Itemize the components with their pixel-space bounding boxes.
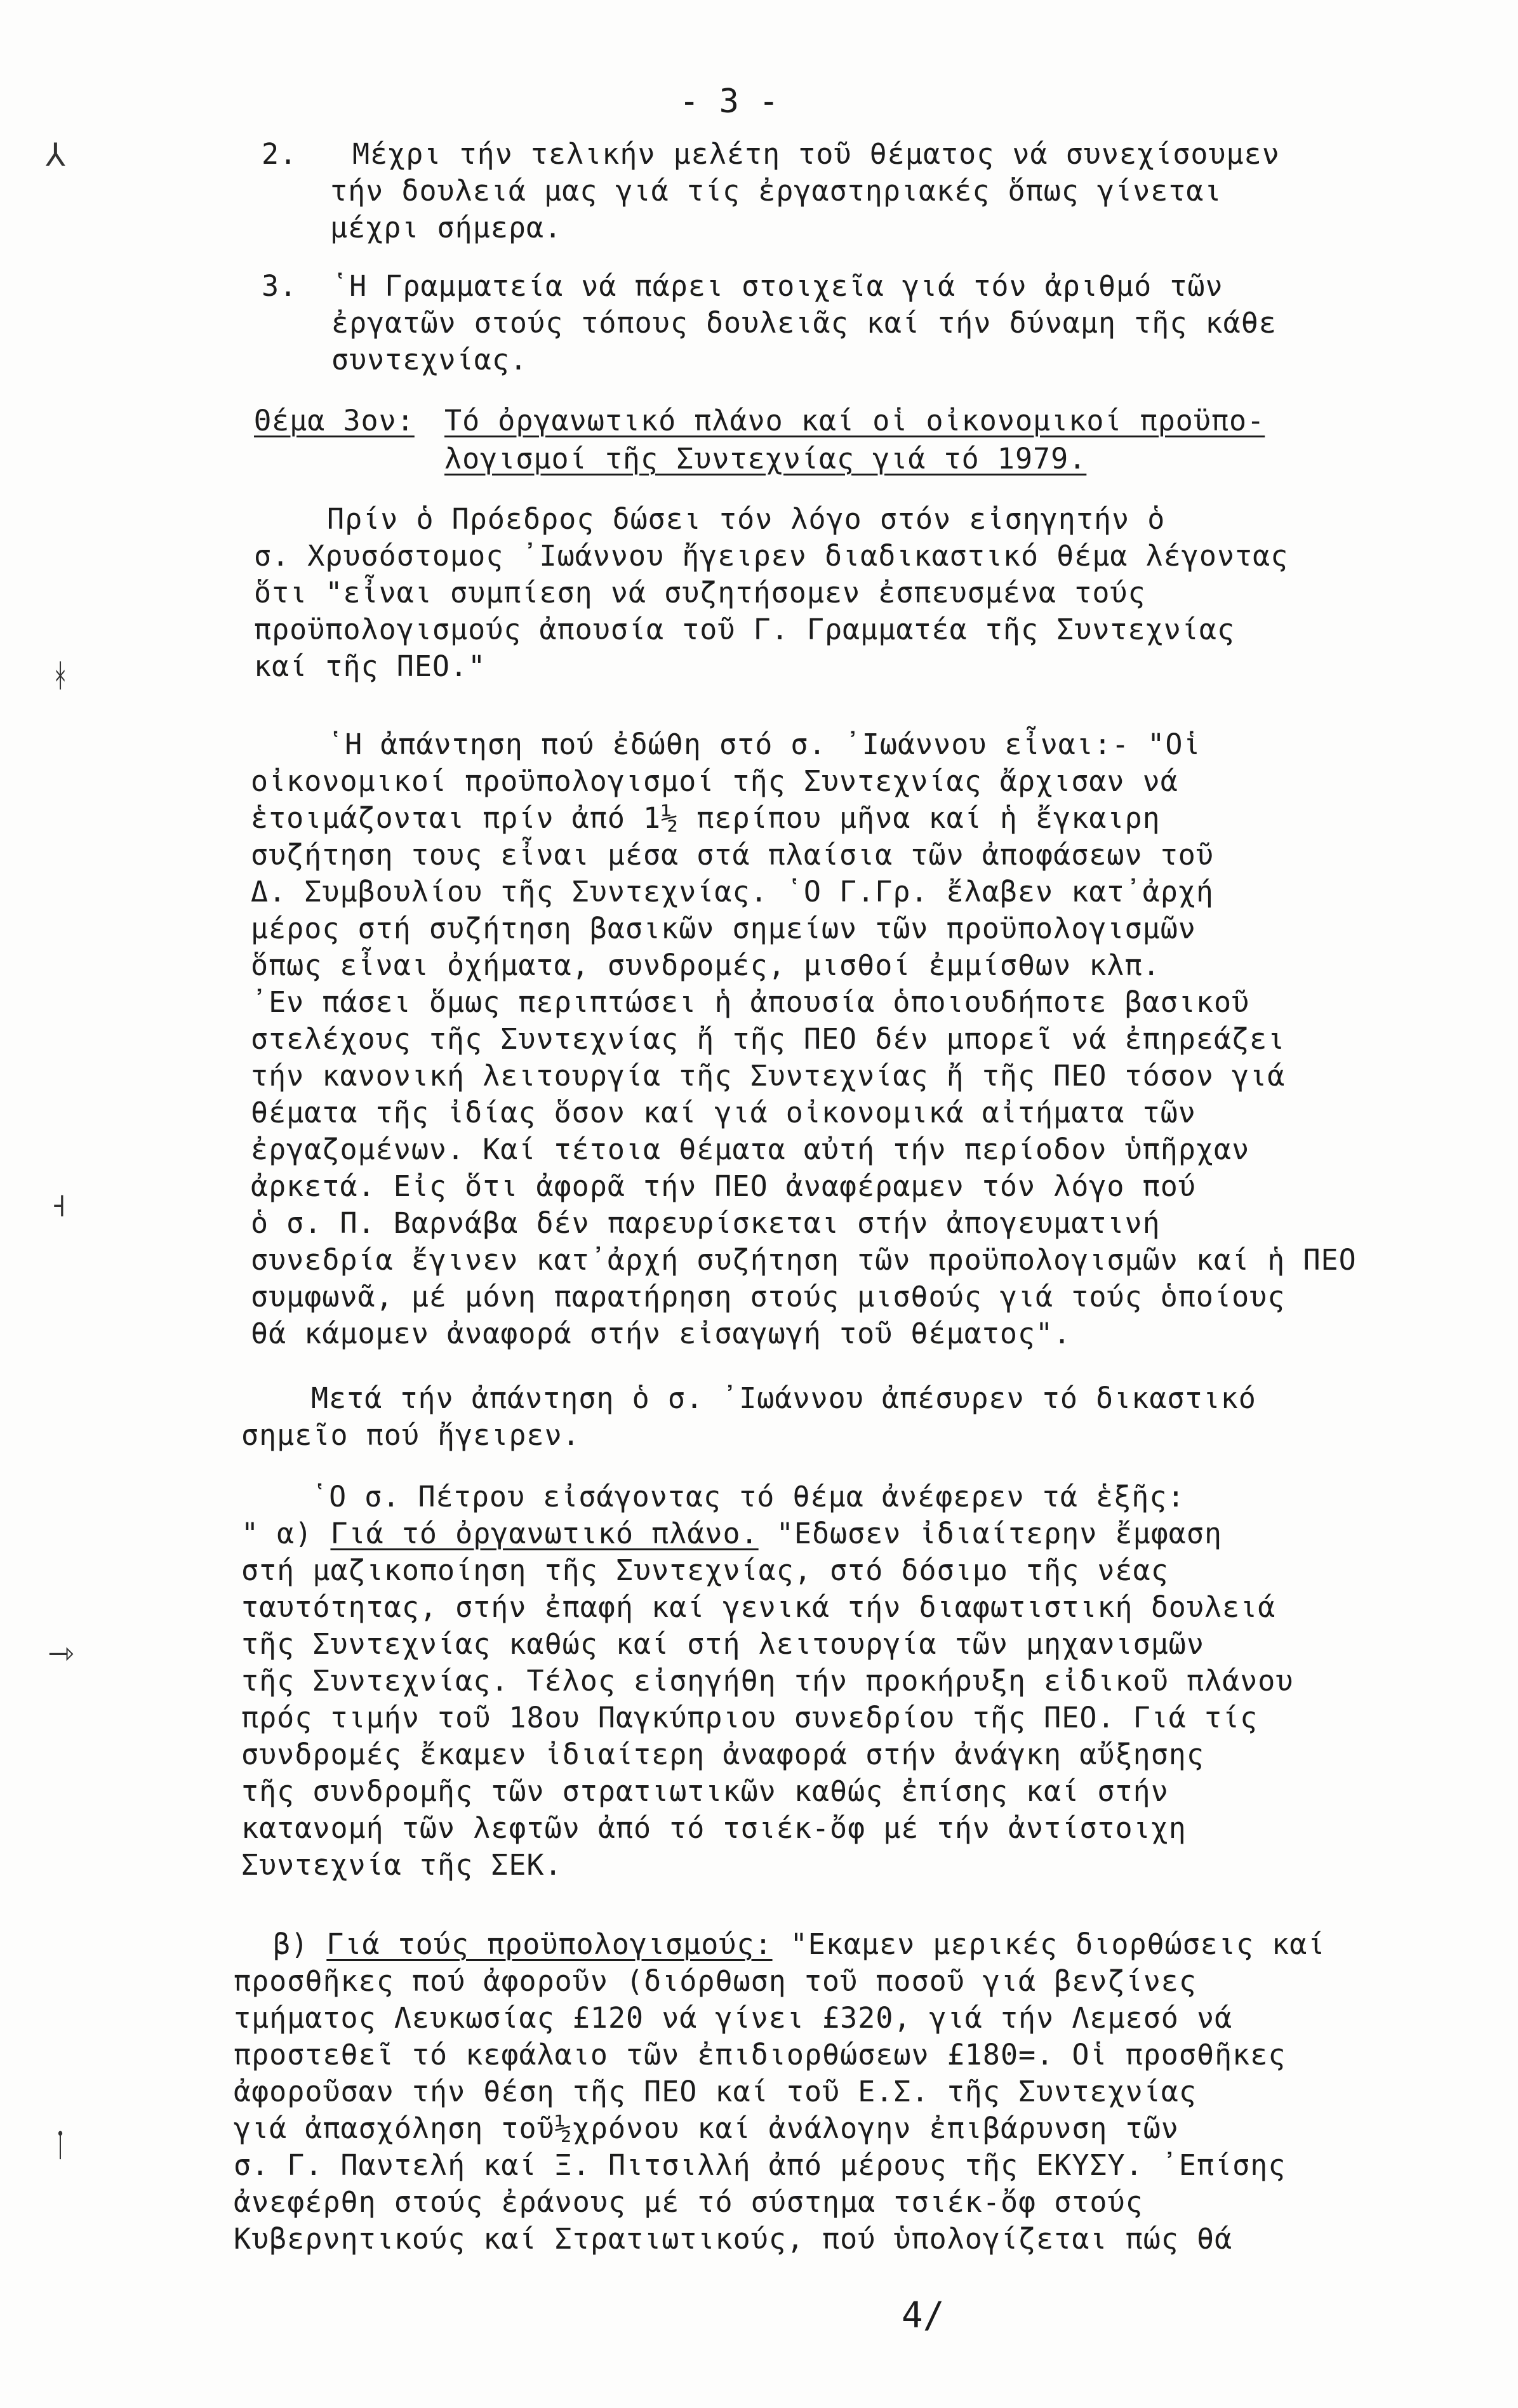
paragraph-line: ἀρκετά. Εἰς ὅτι ἀφορᾶ τήν ΠΕΟ ἀναφέραμεν τόν λόγο πού bbox=[251, 1169, 1196, 1203]
paragraph-text: "Εδωσεν ἰδιαίτερην ἔμφαση bbox=[758, 1517, 1223, 1550]
paragraph-line: ταυτότητας, στήν ἐπαφή καί γενικά τήν διαφωτιστική δουλειά bbox=[241, 1590, 1276, 1624]
paragraph-line: Πρίν ὁ Πρόεδρος δώσει τόν λόγο στόν εἰσηγητήν ὁ bbox=[327, 502, 1166, 536]
paragraph-line: σ. Γ. Παντελή καί Ξ. Πιτσιλλή ἀπό μέρους τῆς ΕΚΥΣΥ. ᾽Επίσης bbox=[234, 2148, 1286, 2182]
paragraph-line: τῆς Συντεχνίας. Τέλος εἰσηγήθη τήν προκήρυξη εἰδικοῦ πλάνου bbox=[241, 1664, 1294, 1698]
section-heading: Γιά τό ὀργανωτικό πλάνο. bbox=[330, 1517, 759, 1550]
paragraph-line: ὅτι "εἶναι συμπίεση νά συζητήσομεν ἐσπευσμένα τούς bbox=[254, 576, 1146, 609]
paragraph-line: στελέχους τῆς Συντεχνίας ἤ τῆς ΠΕΟ δέν μπορεῖ νά ἐπηρεάζει bbox=[251, 1022, 1286, 1056]
paragraph-line: τήν κανονική λειτουργία τῆς Συντεχνίας ἤ τῆς ΠΕΟ τόσον γιά bbox=[251, 1059, 1286, 1093]
paragraph-line: τῆς συνδρομῆς τῶν στρατιωτικῶν καθώς ἐπίσης καί στήν bbox=[241, 1774, 1169, 1808]
paragraph-line: προστεθεῖ τό κεφάλαιο τῶν ἐπιδιορθώσεων £180=. Οἱ προσθῆκες bbox=[234, 2038, 1286, 2072]
paragraph-line: ὁ σ. Π. Βαρνάβα δέν παρευρίσκεται στήν ἀπογευματινή bbox=[251, 1206, 1161, 1240]
paragraph-line: σ. Χρυσόστομος ᾽Ιωάννου ἤγειρεν διαδικαστικό θέμα λέγοντας bbox=[254, 539, 1289, 573]
paragraph-text: "Εκαμεν μερικές διορθώσεις καί bbox=[772, 1927, 1326, 1961]
paragraph-line: συζήτηση τους εἶναι μέσα στά πλαίσια τῶν ἀποφάσεων τοῦ bbox=[251, 838, 1214, 872]
item2-line: Μέχρι τήν τελικήν μελέτη τοῦ θέματος νά συνεχίσουμεν bbox=[352, 137, 1280, 171]
paragraph-line: Μετά τήν ἀπάντηση ὁ σ. ᾽Ιωάννου ἀπέσυρεν τό δικαστικό bbox=[311, 1381, 1256, 1415]
paragraph-line: προσθῆκες πού ἀφοροῦν (διόρθωση τοῦ ποσοῦ γιά βενζίνες bbox=[234, 1964, 1197, 1998]
paragraph-line bbox=[273, 1927, 1326, 1961]
theme-title: λογισμοί τῆς Συντεχνίας γιά τό 1979. bbox=[444, 442, 1087, 476]
item-number: 3. bbox=[262, 269, 298, 303]
paragraph-line: θέματα τῆς ἰδίας ὅσον καί γιά οἰκονομικά αἰτήματα τῶν bbox=[251, 1096, 1196, 1129]
scan-mark: ᛙ bbox=[51, 2127, 70, 2164]
paragraph-line: προϋπολογισμούς ἀπουσία τοῦ Γ. Γραμματέα τῆς Συντεχνίας bbox=[254, 613, 1235, 646]
item2-line: μέχρι σήμερα. bbox=[330, 211, 563, 244]
paragraph-line: ὅπως εἶναι ὀχήματα, συνδρομές, μισθοί ἐμμίσθων κλπ. bbox=[251, 948, 1161, 982]
paragraph-line: οἰκονομικοί προϋπολογισμοί τῆς Συντεχνίας ἄρχισαν νά bbox=[251, 764, 1178, 798]
paragraph-line: ἀφοροῦσαν τήν θέση τῆς ΠΕΟ καί τοῦ Ε.Σ. τῆς Συντεχνίας bbox=[234, 2075, 1197, 2108]
paragraph-line: κατανομή τῶν λεφτῶν ἀπό τό τσιέκ-ὄφ μέ τήν ἀντίστοιχη bbox=[241, 1811, 1187, 1845]
item3-line: ἐργατῶν στούς τόπους δουλειᾶς καί τήν δύναμη τῆς κάθε bbox=[331, 306, 1277, 340]
theme-label: Θέμα 3ον: bbox=[254, 404, 415, 437]
theme-title: Τό ὀργανωτικό πλάνο καί οἱ οἰκονομικοί προϋπο- bbox=[444, 404, 1265, 437]
section-heading: Γιά τούς προϋπολογισμούς: bbox=[326, 1927, 773, 1961]
paragraph-line: Δ. Συμβουλίου τῆς Συντεχνίας. ῾Ο Γ.Γρ. ἔλαβεν κατ᾽ἀρχή bbox=[251, 875, 1214, 908]
paragraph-line: στή μαζικοποίηση τῆς Συντεχνίας, στό δόσιμο τῆς νέας bbox=[241, 1553, 1169, 1587]
paragraph-line: συνεδρία ἔγινεν κατ᾽ἀρχή συζήτηση τῶν προϋπολογισμῶν καί ἡ ΠΕΟ bbox=[251, 1243, 1357, 1277]
item3-line: συντεχνίας. bbox=[331, 343, 528, 376]
paragraph-line: ᾽Εν πάσει ὅμως περιπτώσει ἡ ἀπουσία ὁποιουδήποτε βασικοῦ bbox=[251, 985, 1250, 1019]
item2-line: τήν δουλειά μας γιά τίς ἐργαστηριακές ὅπως γίνεται bbox=[330, 174, 1222, 208]
paragraph-line: τμήματος Λευκωσίας £120 νά γίνει £320, γιά τήν Λεμεσό νά bbox=[234, 2001, 1233, 2035]
scan-mark: ᚼ bbox=[51, 657, 70, 694]
paragraph-line: ἀνεφέρθη στούς ἐράνους μέ τό σύστημα τσιέκ-ὄφ στούς bbox=[234, 2185, 1143, 2219]
paragraph-line: σημεῖο πού ἤγειρεν. bbox=[241, 1418, 580, 1452]
item3-line: ῾Η Γραμματεία νά πάρει στοιχεῖα γιά τόν ἀριθμό τῶν bbox=[331, 269, 1223, 303]
paragraph-line: Κυβερνητικούς καί Στρατιωτικούς, πού ὑπολογίζεται πώς θά bbox=[234, 2222, 1233, 2256]
paragraph-line: καί τῆς ΠΕΟ." bbox=[254, 649, 486, 683]
paragraph-line: ἐργαζομένων. Καί τέτοια θέματα αὐτή τήν περίοδον ὑπῆρχαν bbox=[251, 1133, 1250, 1166]
paragraph-line bbox=[241, 1519, 1222, 1548]
scan-mark: ˧ bbox=[51, 1187, 67, 1224]
scan-mark: ⇾ bbox=[48, 1635, 74, 1672]
paragraph-line: μέρος στή συζήτηση βασικῶν σημείων τῶν προϋπολογισμῶν bbox=[251, 912, 1196, 945]
paragraph-line: Συντεχνία τῆς ΣΕΚ. bbox=[241, 1848, 563, 1882]
paragraph-line: ῾Ο σ. Πέτρου εἰσάγοντας τό θέμα ἀνέφερεν τά ἑξῆς: bbox=[311, 1480, 1185, 1513]
paragraph-line: θά κάμομεν ἀναφορά στήν εἰσαγωγή τοῦ θέματος". bbox=[251, 1317, 1072, 1350]
continuation-page-marker: 4/ bbox=[902, 2295, 945, 2336]
page-number: - 3 - bbox=[679, 83, 779, 121]
paragraph-line: τῆς Συντεχνίας καθώς καί στή λειτουργία τῶν μηχανισμῶν bbox=[241, 1627, 1204, 1661]
paragraph-line: συνδρομές ἔκαμεν ἰδιαίτερη ἀναφορά στήν ἀνάγκη αὔξησης bbox=[241, 1738, 1204, 1771]
scan-mark: ⅄ bbox=[46, 136, 65, 173]
paragraph-line: ἑτοιμάζονται πρίν ἀπό 1½ περίπου μῆνα καί ἡ ἔγκαιρη bbox=[251, 801, 1161, 835]
item-number: 2. bbox=[262, 137, 298, 171]
list-marker: " α) bbox=[241, 1517, 331, 1550]
list-marker: β) bbox=[273, 1927, 327, 1961]
paragraph-line: πρός τιμήν τοῦ 18ου Παγκύπριου συνεδρίου τῆς ΠΕΟ. Γιά τίς bbox=[241, 1701, 1258, 1734]
paragraph-line: γιά ἀπασχόληση τοῦ½χρόνου καί ἀνάλογην ἐπιβάρυνση τῶν bbox=[234, 2112, 1179, 2145]
paragraph-line: συμφωνᾶ, μέ μόνη παρατήρηση στούς μισθούς γιά τούς ὁποίους bbox=[251, 1280, 1286, 1314]
paragraph-line: ῾Η ἀπάντηση πού ἐδώθη στό σ. ᾽Ιωάννου εἶναι:- "Οἱ bbox=[327, 728, 1201, 761]
